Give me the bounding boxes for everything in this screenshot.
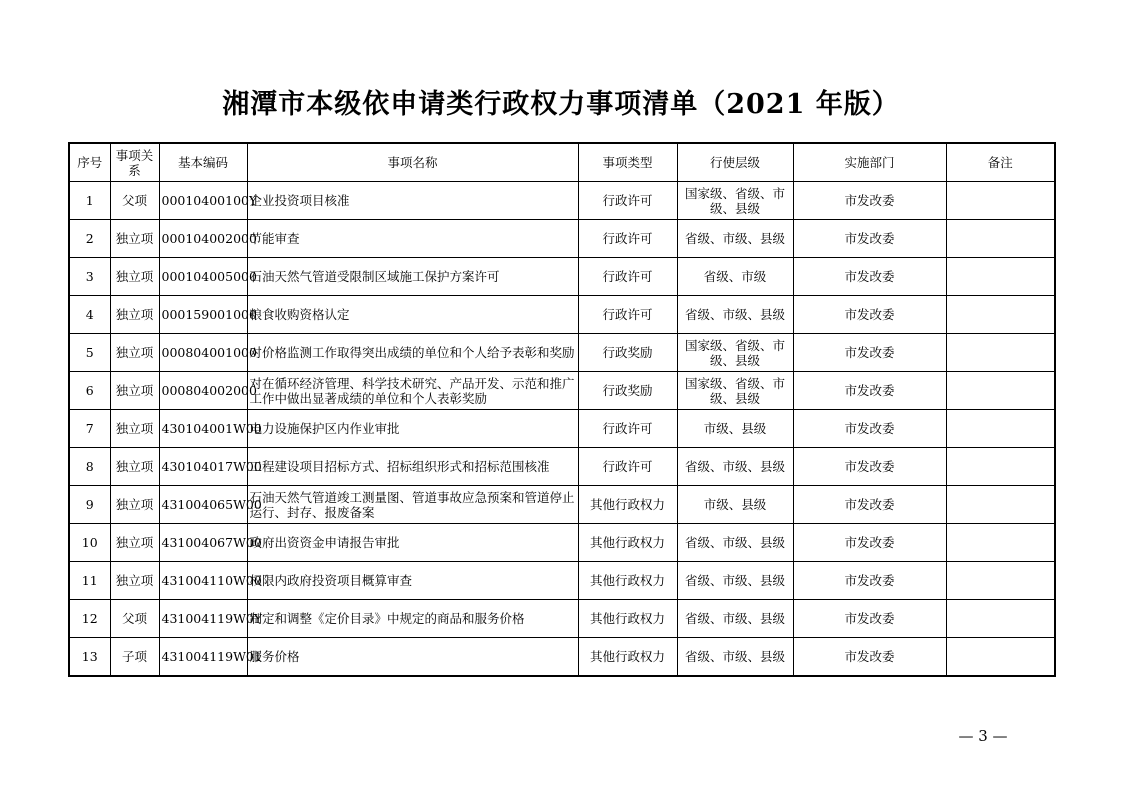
cell-code: 431004065W00: [159, 486, 247, 524]
cell-seq: 6: [69, 372, 110, 410]
cell-level: 国家级、省级、市级、县级: [677, 372, 793, 410]
cell-name: 企业投资项目核准: [247, 182, 578, 220]
cell-code: 000159001000: [159, 296, 247, 334]
table-row: [69, 334, 1055, 372]
cell-name: 政府出资资金申请报告审批: [247, 524, 578, 562]
cell-code: 000104002000: [159, 220, 247, 258]
cell-seq: 1: [69, 182, 110, 220]
table-body: [69, 182, 1055, 677]
cell-relation: 独立项: [110, 448, 159, 486]
cell-type: 其他行政权力: [578, 562, 677, 600]
header-dept: 实施部门: [793, 143, 946, 182]
cell-name: 对在循环经济管理、科学技术研究、产品开发、示范和推广工作中做出显著成绩的单位和个人表彰奖励: [247, 372, 578, 410]
cell-level: 市级、县级: [677, 486, 793, 524]
cell-seq: 9: [69, 486, 110, 524]
cell-seq: 4: [69, 296, 110, 334]
cell-type: 行政奖励: [578, 372, 677, 410]
cell-code: 431004110W00: [159, 562, 247, 600]
cell-seq: 10: [69, 524, 110, 562]
cell-type: 行政许可: [578, 220, 677, 258]
cell-code: 000804002000: [159, 372, 247, 410]
cell-name: 服务价格: [247, 638, 578, 677]
cell-dept: 市发改委: [793, 182, 946, 220]
cell-note: [946, 486, 1055, 524]
cell-relation: 独立项: [110, 486, 159, 524]
cell-dept: 市发改委: [793, 638, 946, 677]
cell-name: 电力设施保护区内作业审批: [247, 410, 578, 448]
header-seq: 序号: [69, 143, 110, 182]
cell-dept: 市发改委: [793, 372, 946, 410]
cell-name: 石油天然气管道竣工测量图、管道事故应急预案和管道停止运行、封存、报废备案: [247, 486, 578, 524]
table-row: [69, 562, 1055, 600]
cell-relation: 子项: [110, 638, 159, 677]
cell-type: 行政许可: [578, 410, 677, 448]
table-row: [69, 258, 1055, 296]
cell-relation: 独立项: [110, 524, 159, 562]
cell-level: 省级、市级: [677, 258, 793, 296]
cell-relation: 独立项: [110, 410, 159, 448]
cell-level: 省级、市级、县级: [677, 296, 793, 334]
cell-type: 其他行政权力: [578, 486, 677, 524]
cell-dept: 市发改委: [793, 562, 946, 600]
cell-code: 431004119W0Y: [159, 600, 247, 638]
cell-name: 粮食收购资格认定: [247, 296, 578, 334]
header-relation: 事项关系: [110, 143, 159, 182]
table-row: [69, 372, 1055, 410]
table-row: [69, 220, 1055, 258]
table-row: [69, 524, 1055, 562]
header-note: 备注: [946, 143, 1055, 182]
cell-note: [946, 182, 1055, 220]
cell-level: 省级、市级、县级: [677, 524, 793, 562]
cell-note: [946, 258, 1055, 296]
cell-relation: 独立项: [110, 372, 159, 410]
cell-code: 431004067W00: [159, 524, 247, 562]
cell-dept: 市发改委: [793, 524, 946, 562]
table-row: [69, 410, 1055, 448]
cell-level: 省级、市级、县级: [677, 448, 793, 486]
cell-relation: 父项: [110, 600, 159, 638]
cell-type: 其他行政权力: [578, 600, 677, 638]
cell-dept: 市发改委: [793, 334, 946, 372]
table-row: [69, 182, 1055, 220]
cell-level: 省级、市级、县级: [677, 562, 793, 600]
cell-name: 权限内政府投资项目概算审查: [247, 562, 578, 600]
cell-seq: 5: [69, 334, 110, 372]
cell-level: 市级、县级: [677, 410, 793, 448]
cell-relation: 独立项: [110, 296, 159, 334]
cell-relation: 独立项: [110, 220, 159, 258]
cell-type: 行政奖励: [578, 334, 677, 372]
cell-note: [946, 220, 1055, 258]
cell-seq: 3: [69, 258, 110, 296]
cell-dept: 市发改委: [793, 486, 946, 524]
table-row: [69, 296, 1055, 334]
cell-code: 000804001000: [159, 334, 247, 372]
cell-type: 行政许可: [578, 258, 677, 296]
table-row: [69, 448, 1055, 486]
cell-level: 省级、市级、县级: [677, 220, 793, 258]
cell-seq: 13: [69, 638, 110, 677]
cell-note: [946, 638, 1055, 677]
cell-note: [946, 334, 1055, 372]
cell-seq: 11: [69, 562, 110, 600]
cell-note: [946, 524, 1055, 562]
cell-seq: 8: [69, 448, 110, 486]
cell-name: 工程建设项目招标方式、招标组织形式和招标范围核准: [247, 448, 578, 486]
cell-relation: 独立项: [110, 334, 159, 372]
cell-type: 其他行政权力: [578, 638, 677, 677]
cell-dept: 市发改委: [793, 258, 946, 296]
cell-note: [946, 410, 1055, 448]
cell-type: 行政许可: [578, 296, 677, 334]
cell-type: 行政许可: [578, 448, 677, 486]
cell-note: [946, 296, 1055, 334]
page-number: — 3 —: [958, 727, 1008, 745]
cell-code: 00010400100Y: [159, 182, 247, 220]
header-name: 事项名称: [247, 143, 578, 182]
table-row: [69, 486, 1055, 524]
cell-dept: 市发改委: [793, 600, 946, 638]
cell-dept: 市发改委: [793, 296, 946, 334]
document-title: 湘潭市本级依申请类行政权力事项清单（2021 年版）: [222, 89, 900, 120]
table-row: [69, 638, 1055, 677]
cell-level: 省级、市级、县级: [677, 638, 793, 677]
header-code: 基本编码: [159, 143, 247, 182]
cell-seq: 7: [69, 410, 110, 448]
cell-note: [946, 448, 1055, 486]
power-items-table: [68, 142, 1056, 677]
cell-seq: 2: [69, 220, 110, 258]
cell-code: 431004119W01: [159, 638, 247, 677]
cell-code: 430104001W00: [159, 410, 247, 448]
table-header-row: [69, 143, 1055, 182]
cell-relation: 父项: [110, 182, 159, 220]
cell-type: 行政许可: [578, 182, 677, 220]
cell-note: [946, 600, 1055, 638]
cell-code: 430104017W00: [159, 448, 247, 486]
cell-relation: 独立项: [110, 258, 159, 296]
cell-name: 节能审查: [247, 220, 578, 258]
cell-code: 000104005000: [159, 258, 247, 296]
header-level: 行使层级: [677, 143, 793, 182]
cell-name: 石油天然气管道受限制区域施工保护方案许可: [247, 258, 578, 296]
cell-level: 省级、市级、县级: [677, 600, 793, 638]
table-row: [69, 600, 1055, 638]
cell-name: 制定和调整《定价目录》中规定的商品和服务价格: [247, 600, 578, 638]
cell-relation: 独立项: [110, 562, 159, 600]
cell-dept: 市发改委: [793, 410, 946, 448]
cell-level: 国家级、省级、市级、县级: [677, 182, 793, 220]
cell-note: [946, 372, 1055, 410]
cell-dept: 市发改委: [793, 448, 946, 486]
cell-name: 对价格监测工作取得突出成绩的单位和个人给予表彰和奖励: [247, 334, 578, 372]
cell-level: 国家级、省级、市级、县级: [677, 334, 793, 372]
cell-dept: 市发改委: [793, 220, 946, 258]
cell-seq: 12: [69, 600, 110, 638]
header-type: 事项类型: [578, 143, 677, 182]
cell-note: [946, 562, 1055, 600]
cell-type: 其他行政权力: [578, 524, 677, 562]
